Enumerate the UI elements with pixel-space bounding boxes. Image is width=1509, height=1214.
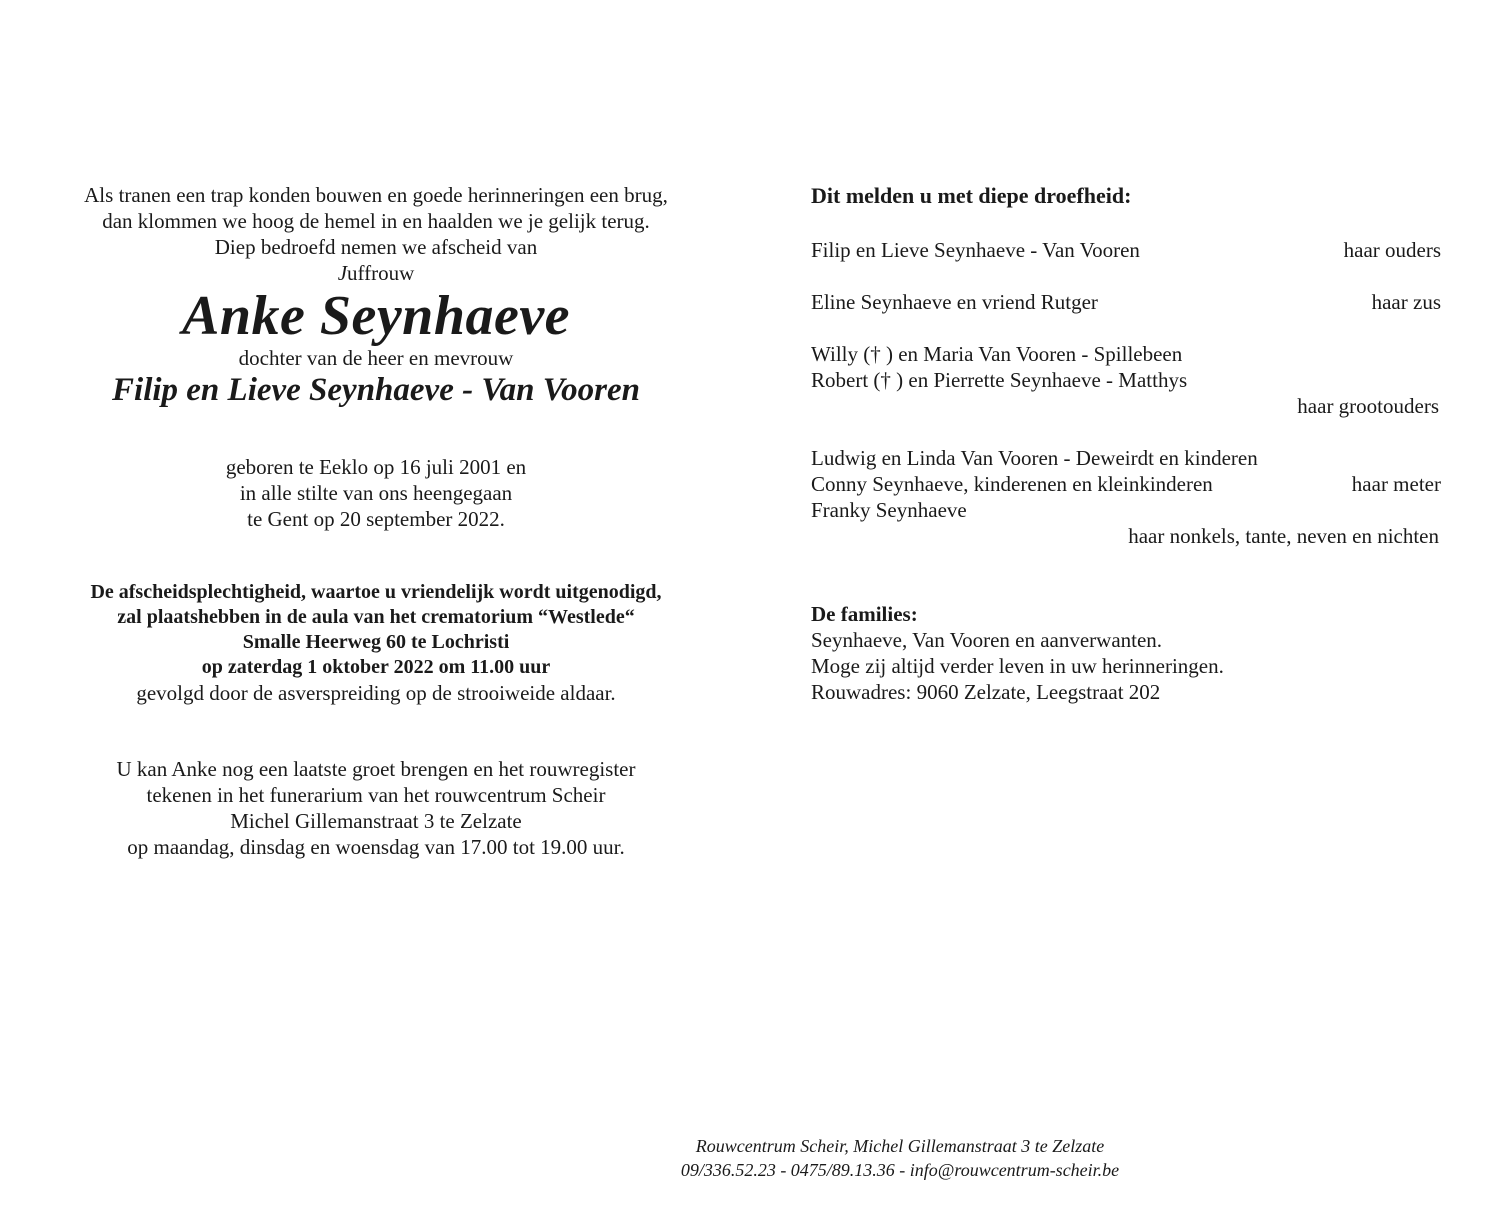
birth-line: geboren te Eeklo op 16 juli 2001 en (225, 455, 527, 479)
family-relation: haar ouders (1343, 238, 1441, 262)
family-relation: haar grootouders (1297, 394, 1439, 418)
title-rest: uffrouw (347, 261, 415, 285)
poem (40, 182, 712, 260)
family-relation: haar zus (1371, 290, 1441, 314)
announcement-heading: Dit melden u met diepe droefheid: (811, 183, 1132, 208)
ceremony-line: op zaterdag 1 oktober 2022 om 11.00 uur (201, 656, 551, 678)
family-row (811, 289, 1441, 315)
visit-line: Michel Gillemanstraat 3 te Zelzate (230, 809, 522, 833)
family-grandparents (811, 341, 1441, 419)
family-relatives (811, 445, 1441, 549)
family-row (811, 471, 1441, 497)
mourning-address: Rouwadres: 9060 Zelzate, Leegstraat 202 (811, 680, 1161, 704)
family-relation: haar nonkels, tante, neven en nichten (1128, 524, 1439, 548)
left-column (40, 182, 712, 860)
memorial-wish: Moge zij altijd verder leven in uw herinneringen. (811, 654, 1224, 678)
footer-line: Rouwcentrum Scheir, Michel Gillemanstraat 3 te Zelzate (695, 1136, 1105, 1156)
visit-line: tekenen in het funerarium van het rouwcentrum Scheir (146, 783, 606, 807)
family-relation: haar meter (1351, 472, 1441, 496)
title-initial: J (337, 261, 348, 285)
family-sister (811, 289, 1441, 315)
visit-line: U kan Anke nog een laatste groet brengen en het rouwregister (116, 757, 636, 781)
ceremony-line: zal plaatshebben in de aula van het crematorium “Westlede“ (117, 606, 635, 628)
funeral-home-footer (100, 1134, 1200, 1182)
family-name: Eline Seynhaeve en vriend Rutger (811, 290, 1098, 314)
poem-line: Als tranen een trap konden bouwen en goede herinneringen een brug, (84, 183, 668, 207)
families-block (811, 601, 1441, 653)
poem-line: dan klommen we hoog de hemel in en haalden we je gelijk terug. (102, 209, 650, 233)
family-name: Robert († ) en Pierrette Seynhaeve - Matthys (811, 368, 1188, 392)
families-heading: De families: (811, 602, 918, 626)
visit-info (40, 756, 712, 860)
footer-line: 09/336.52.23 - 0475/89.13.36 - info@rouwcentrum-scheir.be (680, 1160, 1120, 1180)
birth-info (40, 454, 712, 532)
deceased-name: Anke Seynhaeve (181, 285, 571, 347)
parents-names: Filip en Lieve Seynhaeve - Van Vooren (112, 372, 640, 408)
families-names: Seynhaeve, Van Vooren en aanverwanten. (811, 628, 1163, 652)
family-row (811, 237, 1441, 263)
family-name: Willy († ) en Maria Van Vooren - Spillebeen (811, 342, 1183, 366)
birth-line: in alle stilte van ons heengegaan (239, 481, 513, 505)
visit-line: op maandag, dinsdag en woensdag van 17.00 tot 19.00 uur. (127, 835, 625, 859)
family-name: Ludwig en Linda Van Vooren - Deweirdt en kinderen (811, 446, 1258, 470)
ceremony-info (40, 580, 712, 680)
followed-text: gevolgd door de asverspreiding op de strooiweide aldaar. (136, 681, 616, 705)
relation-text: dochter van de heer en mevrouw (238, 346, 514, 370)
right-column (811, 182, 1441, 705)
deceased-title (40, 260, 712, 286)
poem-line: Diep bedroefd nemen we afscheid van (214, 235, 538, 259)
family-parents (811, 237, 1441, 263)
birth-line: te Gent op 20 september 2022. (247, 507, 505, 531)
ceremony-line: De afscheidsplechtigheid, waartoe u vriendelijk wordt uitgenodigd, (90, 581, 662, 603)
family-name: Filip en Lieve Seynhaeve - Van Vooren (811, 238, 1140, 262)
family-name: Conny Seynhaeve, kinderenen en kleinkinderen (811, 472, 1213, 496)
family-name: Franky Seynhaeve (811, 498, 967, 522)
ceremony-line: Smalle Heerweg 60 te Lochristi (242, 631, 510, 653)
